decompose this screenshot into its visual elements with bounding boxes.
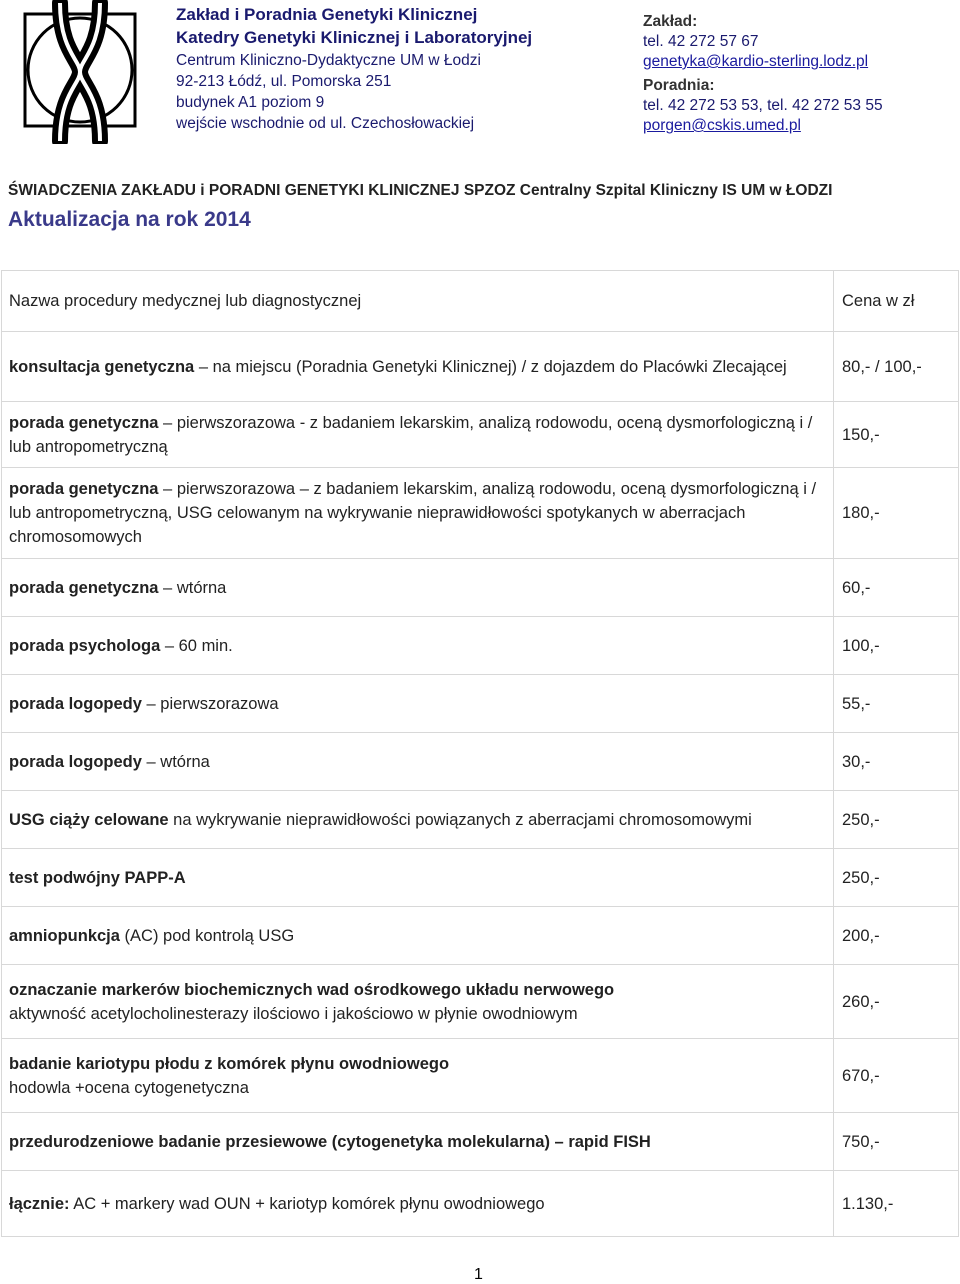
clinic-logo: [22, 0, 138, 144]
procedure-detail: na wykrywanie nieprawidłowości powiązanych z aberracjami chromosomowymi: [168, 810, 752, 829]
procedure-detail: aktywność acetylocholinesterazy ilościowo i jakościowo w płynie owodniowym: [9, 1004, 578, 1023]
procedure-line: [9, 576, 826, 600]
page-number: 1: [474, 1266, 483, 1283]
procedure-price: 670,-: [834, 1039, 959, 1113]
procedure-line: [9, 1192, 826, 1216]
contact-block: [643, 12, 958, 136]
table-row: [2, 1113, 959, 1171]
procedure-name: [2, 402, 834, 468]
procedure-price: 55,-: [834, 675, 959, 733]
procedure-detail: (AC) pod kontrolą USG: [119, 926, 295, 945]
procedure-name: [2, 1171, 834, 1237]
procedure-detail: – na miejscu (Poradnia Genetyki Klinicznej) / z dojazdem do Placówki Zlecającej: [194, 357, 787, 376]
procedure-price: 250,-: [834, 849, 959, 907]
procedure-price: 180,-: [834, 468, 959, 559]
table-row: [2, 1171, 959, 1237]
table-row: [2, 332, 959, 402]
procedure-title: USG ciąży celowane: [9, 810, 169, 829]
address-building: budynek A1 poziom 9: [176, 94, 325, 111]
procedure-line: [9, 692, 826, 716]
table-row: [2, 733, 959, 791]
procedure-line: [9, 978, 826, 1002]
procedure-title: amniopunkcja: [9, 926, 120, 945]
procedure-price: 150,-: [834, 402, 959, 468]
procedure-line: [9, 477, 826, 549]
address-entrance: wejście wschodnie od ul. Czechosłowackiej: [176, 115, 475, 132]
procedure-line: [9, 924, 826, 948]
table-row: [2, 559, 959, 617]
procedure-title: porada genetyczna: [9, 578, 159, 597]
procedure-name: [2, 617, 834, 675]
procedure-name: [2, 1113, 834, 1171]
poradnia-label: Poradnia:: [643, 77, 715, 94]
procedure-line: [9, 355, 826, 379]
procedure-title: łącznie:: [9, 1194, 70, 1213]
procedure-detail: – wtórna: [158, 578, 227, 597]
procedure-price: 750,-: [834, 1113, 959, 1171]
procedure-line: [9, 1052, 826, 1076]
procedure-title: porada psychologa: [9, 636, 161, 655]
procedure-name: [2, 675, 834, 733]
procedure-detail: – pierwszorazowa – z badaniem lekarskim, analizą rodowodu, oceną dysmorfologiczną i / lub antropometryczną, USG celowanym na wykrywanie nieprawidłowości spotykanych w aberracjach chromosomowych: [9, 480, 817, 546]
procedure-detail: – pierwszorazowa - z badaniem lekarskim, analizą rodowodu, oceną dysmorfologiczną i / lub antropometryczną: [9, 413, 813, 456]
procedure-title: badanie kariotypu płodu z komórek płynu owodniowego: [9, 1054, 450, 1073]
procedure-line: [9, 866, 826, 890]
price-table: [1, 270, 959, 1237]
procedure-price: 100,-: [834, 617, 959, 675]
procedure-name: [2, 468, 834, 559]
center-name: Centrum Kliniczno-Dydaktyczne UM w Łodzi: [176, 52, 481, 69]
procedure-price: 200,-: [834, 907, 959, 965]
page-heading: ŚWIADCZENIA ZAKŁADU i PORADNI GENETYKI KLINICZNEJ SPZOZ Centralny Szpital Kliniczny IS UM w ŁODZI: [8, 182, 833, 199]
procedure-name: [2, 907, 834, 965]
procedure-name: [2, 733, 834, 791]
procedure-name: [2, 1039, 834, 1113]
procedure-title: porada logopedy: [9, 694, 142, 713]
institution-name: Zakład i Poradnia Genetyki Klinicznej: [176, 5, 478, 24]
table-row: [2, 675, 959, 733]
procedure-detail: hodowla +ocena cytogenetyczna: [9, 1078, 249, 1097]
procedure-title: przedurodzeniowe badanie przesiewowe (cytogenetyka molekularna) – rapid FISH: [9, 1132, 651, 1151]
procedure-detail: AC + markery wad OUN + kariotyp komórek płynu owodniowego: [69, 1194, 545, 1213]
table-header-row: [2, 271, 959, 332]
procedure-name: [2, 559, 834, 617]
procedure-title: konsultacja genetyczna: [9, 357, 195, 376]
procedure-name: [2, 849, 834, 907]
procedure-detail: – wtórna: [141, 752, 210, 771]
table-row: [2, 617, 959, 675]
institution-block: [176, 4, 616, 134]
procedure-price: 30,-: [834, 733, 959, 791]
zaklad-phone: tel. 42 272 57 67: [643, 33, 759, 50]
zaklad-email-link[interactable]: genetyka@kardio-sterling.lodz.pl: [643, 53, 869, 70]
procedure-price: 60,-: [834, 559, 959, 617]
procedure-title: test podwójny PAPP-A: [9, 868, 186, 887]
procedure-price: 260,-: [834, 965, 959, 1039]
procedure-price: 1.130,-: [834, 1171, 959, 1237]
table-row: [2, 402, 959, 468]
procedure-price: 80,- / 100,-: [834, 332, 959, 402]
procedure-name: [2, 332, 834, 402]
procedure-line: [9, 1002, 826, 1026]
procedure-detail: – pierwszorazowa: [141, 694, 279, 713]
table-row: [2, 1039, 959, 1113]
update-subheading: Aktualizacja na rok 2014: [8, 208, 251, 231]
poradnia-phone: tel. 42 272 53 53, tel. 42 272 53 55: [643, 97, 883, 114]
table-row: [2, 468, 959, 559]
procedure-line: [9, 634, 826, 658]
procedure-title: porada genetyczna: [9, 480, 159, 498]
procedure-detail: – 60 min.: [160, 636, 233, 655]
table-row: [2, 907, 959, 965]
procedure-line: [9, 411, 826, 459]
address-street: 92-213 Łódź, ul. Pomorska 251: [176, 73, 392, 90]
procedure-name: [2, 965, 834, 1039]
procedure-title: porada genetyczna: [9, 413, 159, 432]
procedure-title: oznaczanie markerów biochemicznych wad ośrodkowego układu nerwowego: [9, 980, 615, 999]
table-row: [2, 965, 959, 1039]
procedure-line: [9, 808, 826, 832]
zaklad-label: Zakład:: [643, 13, 698, 30]
poradnia-email-link[interactable]: porgen@cskis.umed.pl: [643, 117, 801, 134]
procedure-line: [9, 1130, 826, 1154]
procedure-line: [9, 750, 826, 774]
procedure-price: 250,-: [834, 791, 959, 849]
procedure-line: [9, 1076, 826, 1100]
table-row: [2, 849, 959, 907]
procedure-title: porada logopedy: [9, 752, 142, 771]
column-header-price: Cena w zł: [834, 271, 959, 332]
table-row: [2, 791, 959, 849]
procedure-name: [2, 791, 834, 849]
column-header-procedure: Nazwa procedury medycznej lub diagnostycznej: [2, 271, 834, 332]
department-name: Katedry Genetyki Klinicznej i Laboratoryjnej: [176, 28, 533, 47]
